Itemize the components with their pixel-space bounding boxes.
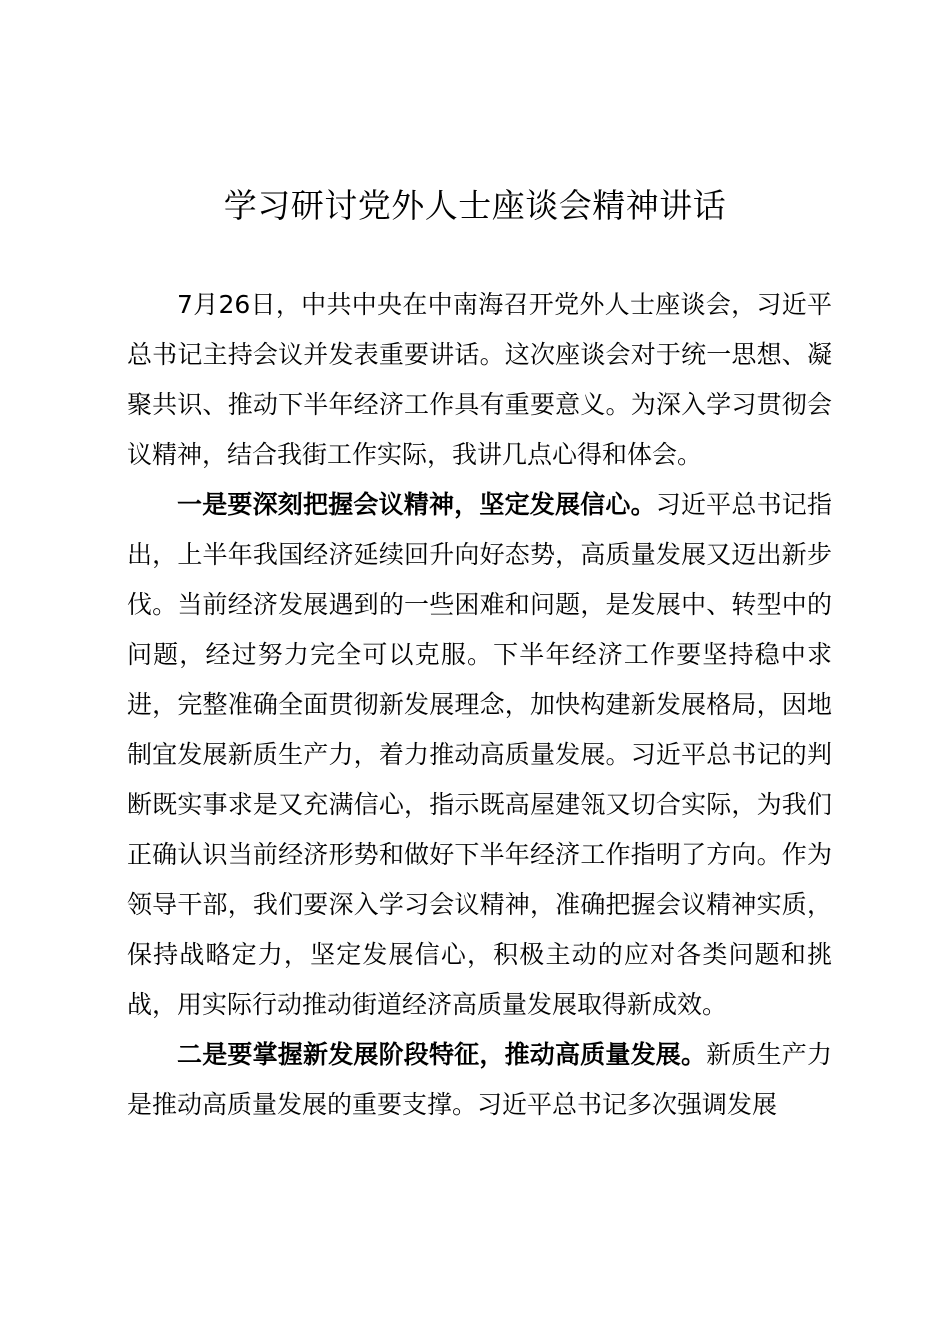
paragraph-point-one bbox=[127, 480, 832, 1030]
paragraph-text: 新质生产力是推动高质量发展的重要支撑。习近平总书记多次强调发展 bbox=[127, 1040, 832, 1119]
paragraph-point-two bbox=[127, 1030, 832, 1130]
paragraph-text: 7月26日，中共中央在中南海召开党外人士座谈会，习近平总书记主持会议并发表重要讲话。这次座谈会对于统一思想、凝聚共识、推动下半年经济工作具有重要意义。为深入学习贯彻会议精神，结合我街工作实际，我讲几点心得和体会。 bbox=[127, 290, 832, 469]
paragraph-text: 习近平总书记指出，上半年我国经济延续回升向好态势，高质量发展又迈出新步伐。当前经济发展遇到的一些困难和问题，是发展中、转型中的问题，经过努力完全可以克服。下半年经济工作要坚持稳中求进，完整准确全面贯彻新发展理念，加快构建新发展格局，因地制宜发展新质生产力，着力推动高质量发展。习近平总书记的判断既实事求是又充满信心，指示既高屋建瓴又切合实际，为我们正确认识当前经济形势和做好下半年经济工作指明了方向。作为领导干部，我们要深入学习会议精神，准确把握会议精神实质，保持战略定力，坚定发展信心，积极主动的应对各类问题和挑战，用实际行动推动街道经济高质量发展取得新成效。 bbox=[127, 490, 832, 1019]
paragraph-intro bbox=[127, 280, 832, 480]
paragraph-lead: 二是要掌握新发展阶段特征，推动高质量发展。 bbox=[177, 1040, 707, 1069]
document-title: 学习研讨党外人士座谈会精神讲话 bbox=[223, 186, 727, 225]
document-body bbox=[127, 280, 832, 1130]
paragraph-lead: 一是要深刻把握会议精神，坚定发展信心。 bbox=[177, 490, 656, 519]
